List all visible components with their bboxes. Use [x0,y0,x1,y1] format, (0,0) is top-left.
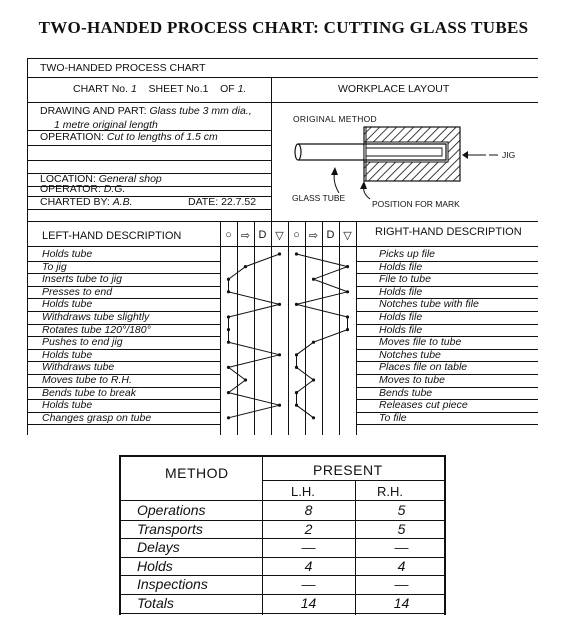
left-hand-flow-point [227,366,230,369]
summary-table [119,455,446,615]
symbol-header: ⇨ [308,230,319,242]
left-hand-step: Holds tube [42,298,93,311]
summary-left-border [119,455,121,615]
symbol-header: ○ [225,229,232,241]
sheet-label: SHEET No. [148,83,203,95]
right-hand-flow-line [297,254,348,418]
summary-row-label: Delays [137,539,180,556]
present-header: PRESENT [313,462,383,478]
charted-value: A.B. [112,196,133,208]
right-hand-flow-point [312,378,315,381]
left-hand-step: Changes grasp on tube [42,411,152,424]
summary-row-label: Inspections [137,576,208,593]
right-hand-step: Moves file to tube [379,336,462,349]
original-method-label: ORIGINAL METHOD [293,114,377,124]
method-header: METHOD [165,465,229,481]
left-hand-step: Withdraws tube slightly [42,311,150,323]
left-hand-flow-point [227,416,230,419]
left-hand-flow-point [278,252,281,255]
symbol-header: ▽ [275,230,284,242]
right-hand-step: Moves to tube [379,374,445,386]
left-hand-flow-point [227,278,230,281]
right-hand-step: Notches tube with file [379,298,479,311]
charted-label: CHARTED BY: [40,196,110,208]
rh-header: R.H. [377,484,403,499]
right-hand-header: RIGHT-HAND DESCRIPTION [375,226,522,238]
summary-row-label: Holds [137,557,173,574]
summary-rh-value: 5 [397,502,406,518]
summary-top-border [119,455,446,461]
left-hand-step: Inserts tube to jig [42,273,122,286]
divider [119,500,446,501]
right-hand-flow-point [346,290,349,293]
summary-rh-value: — [394,539,409,556]
summary-lh-value: 8 [304,502,313,518]
date-value: 22.7.52 [221,196,257,208]
right-hand-step: Bends tube [379,386,433,399]
left-hand-flow-point [244,265,247,268]
symbol-header: ▽ [343,230,352,242]
symbol-header: ○ [293,229,300,241]
left-hand-step: Holds tube [42,348,93,361]
right-hand-step: Holds file [379,260,423,273]
left-hand-step: Holds tube [42,399,93,412]
summary-row-label: Transports [137,520,203,537]
left-hand-flow-line [229,254,280,418]
sheet-value: 1 [202,83,209,95]
lh-header: L.H. [291,484,315,499]
summary-rh-value: 4 [397,557,406,574]
summary-rh-value: 5 [397,520,406,537]
glass-tube-label: GLASS TUBE [292,193,346,203]
left-hand-flow-point [227,328,230,331]
summary-row-label: Totals [137,595,174,611]
operation-label: OPERATION: [40,131,104,143]
workplace-layout-title: WORKPLACE LAYOUT [338,83,450,95]
divider [262,480,446,481]
right-hand-step: Picks up file [379,248,436,260]
right-hand-flow-point [295,404,298,407]
summary-rh-value: 14 [393,595,410,611]
right-hand-flow-point [295,366,298,369]
location-value: General shop [98,173,162,185]
symbol-header: D [326,229,335,241]
chart-no-label: CHART No. [73,83,129,95]
form-header: TWO-HANDED PROCESS CHART [40,62,206,74]
process-chart-form [27,58,538,435]
page-title: TWO-HANDED PROCESS CHART: CUTTING GLASS TUBES [38,18,529,37]
summary-lh-value: 14 [300,595,317,611]
left-hand-step: Withdraws tube [42,361,115,374]
summary-lh-value: 2 [304,520,313,537]
left-hand-header: LEFT-HAND DESCRIPTION [42,230,182,242]
left-hand-step: Holds tube [42,248,93,260]
right-hand-flow-point [295,391,298,394]
right-hand-step: Notches tube [379,348,441,361]
left-hand-flow-point [227,290,230,293]
right-hand-flow-point [346,265,349,268]
of-label: OF [220,83,235,95]
flow-lines [28,59,538,435]
date-label: DATE: [188,196,219,208]
left-hand-flow-point [278,353,281,356]
operator-value: D.G. [103,183,126,195]
right-hand-flow-point [295,252,298,255]
right-hand-flow-point [312,341,315,344]
right-hand-step: Holds file [379,323,423,336]
right-hand-step: To file [379,411,407,424]
left-hand-flow-point [227,391,230,394]
operator-label: OPERATOR: [40,183,101,195]
right-hand-step: Holds file [379,311,423,323]
right-hand-flow-point [295,303,298,306]
left-hand-flow-point [278,404,281,407]
left-hand-step: Bends tube to break [42,386,136,399]
right-hand-flow-point [312,278,315,281]
drawing-value: Glass tube 3 mm dia., [149,105,252,117]
drawing-label: DRAWING AND PART: [40,105,147,117]
right-hand-step: File to tube [379,273,431,286]
location-label: LOCATION: [40,173,96,185]
summary-lh-value: — [301,539,316,556]
left-hand-step: Pushes to end jig [42,336,123,349]
left-hand-step: Moves tube to R.H. [42,374,132,386]
summary-row-label: Operations [137,502,206,518]
left-hand-step: To jig [42,260,67,273]
right-hand-flow-point [295,353,298,356]
right-hand-flow-point [346,315,349,318]
right-hand-step: Holds file [379,285,423,298]
right-hand-flow-point [312,416,315,419]
left-hand-flow-point [244,378,247,381]
of-value: 1. [237,83,247,95]
summary-lh-value: 4 [304,557,313,574]
symbol-header: ⇨ [240,230,251,242]
position-for-mark-label: POSITION FOR MARK [372,199,460,209]
symbol-header: D [258,229,267,241]
jig-label: JIG [502,150,516,160]
chart-no-value: 1 [130,83,137,95]
drawing-value-2: 1 metre original length [54,119,158,131]
right-hand-step: Releases cut piece [379,399,468,412]
right-hand-step: Places file on table [379,361,468,374]
right-hand-flow-point [346,328,349,331]
left-hand-flow-point [227,315,230,318]
left-hand-flow-point [278,303,281,306]
left-hand-step: Rotates tube 120°/180° [42,323,151,336]
left-hand-step: Presses to end [42,285,113,298]
divider [119,613,446,614]
left-hand-flow-point [227,341,230,344]
summary-lh-value: — [301,576,316,593]
operation-value: Cut to lengths of 1.5 cm [106,131,218,143]
summary-rh-value: — [394,576,409,593]
